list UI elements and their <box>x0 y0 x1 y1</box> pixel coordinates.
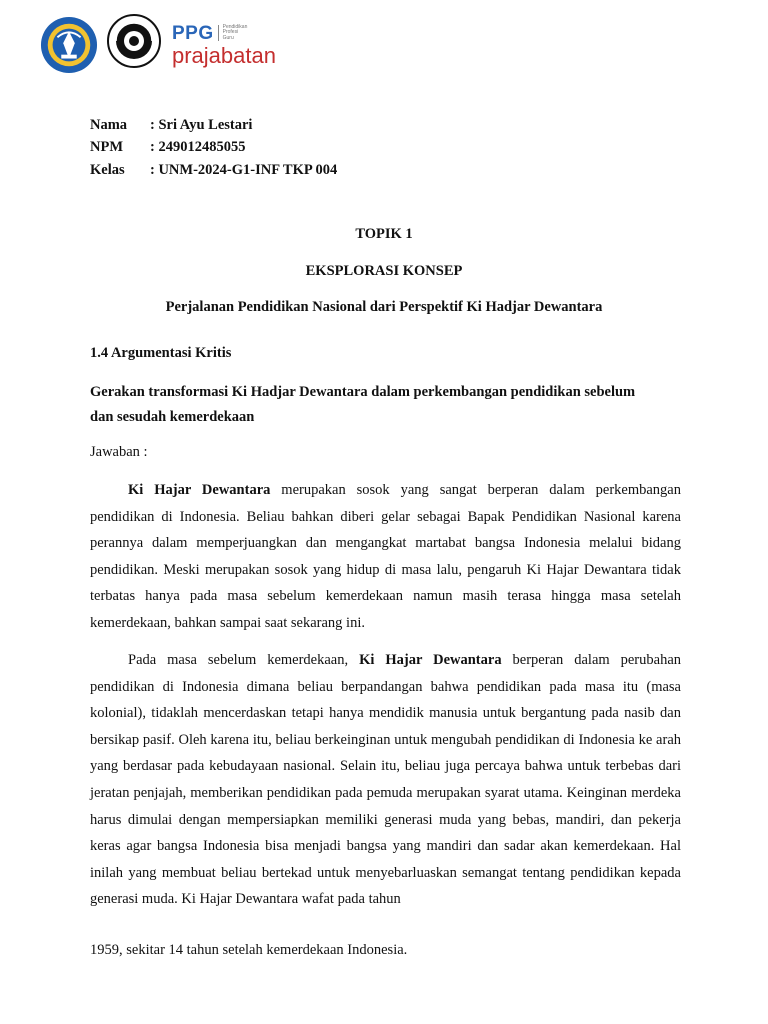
class-value: : UNM-2024-G1-INF TKP 004 <box>150 161 338 178</box>
answer-label: Jawaban : <box>90 444 148 460</box>
exploration-heading: EKSPLORASI KONSEP <box>305 263 463 279</box>
identity-npm-row <box>90 137 337 160</box>
p2-lead: Pada masa sebelum kemerdekaan, <box>128 652 360 668</box>
p1-bold-name: Ki Hajar Dewantara <box>128 482 271 498</box>
ppg-subtitle: Pendidikan Profesi Guru <box>222 23 248 41</box>
subtitle-heading: Perjalanan Pendidikan Nasional dari Perspektif Ki Hadjar Dewantara <box>165 299 603 315</box>
ppg-brand-block <box>172 24 276 67</box>
ppg-title: PPG <box>172 22 214 44</box>
p2-bold-name: Ki Hajar Dewantara <box>359 652 502 668</box>
npm-label: NPM <box>90 139 124 156</box>
header-logos <box>40 10 276 80</box>
name-label: Nama <box>90 116 128 133</box>
p2-body: berperan dalam perubahan pendidikan di Indonesia dimana beliau berpandangan bahwa pendidikan pada masa itu (masa kolonial), tidaklah mencerdaskan tetapi hanya mendidik manusia untuk bergantung pada nasib dan bersikap pasif. Oleh karena itu, beliau berkeinginan untuk mengubah pendidikan di Indonesia ke arah yang berdasar pada kebudayaan nasional. Selain itu, beliau juga percaya bahwa untuk terbebas dari jeratan penjajah, memberikan pendidikan pada pemuda merupakan syarat utama. Keinginan merdeka harus dimulai dengan mempersiapkan memiliki generasi muda yang bebas, mandiri, dan pekerja keras agar bangsa Indonesia bisa menjadi bangsa yang mandiri dan sadar akan kemerdekaan. Hal inilah yang membuat beliau bertekad untuk menyebarluaskan semangat tentang pendidikan kepada generasi muda. Ki Hajar Dewantara wafat pada tahun <box>90 652 682 908</box>
ppg-separator <box>218 25 219 41</box>
answer-paragraph-2 <box>90 647 681 913</box>
answer-last-line: 1959, sekitar 14 tahun setelah kemerdekaan Indonesia. <box>90 942 408 958</box>
section-title: 1.4 Argumentasi Kritis <box>90 345 232 361</box>
npm-value: : 249012485055 <box>150 139 246 156</box>
name-value: : Sri Ayu Lestari <box>150 116 253 133</box>
p1-body: merupakan sosok yang sangat berperan dalam perkembangan pendidikan di Indonesia. Beliau bahkan diberi gelar sebagai Bapak Pendidikan Nasional karena perannya dalam memperjuangkan dan mengangkat martabat bangsa Indonesia melalui bidang pendidikan. Meski merupakan sosok yang hidup di masa lalu, pengaruh Ki Hajar Dewantara tidak terbatas hanya pada masa sebelum kemerdekaan namun masih terasa hingga masa setelah kemerdekaan, bahkan sampai saat sekarang ini. <box>90 482 681 631</box>
ppg-brand-wordmark: prajabatan <box>172 42 276 68</box>
kemendikbud-logo <box>40 16 98 74</box>
identity-class-row <box>90 159 337 182</box>
class-label: Kelas <box>90 161 125 178</box>
unm-seal-logo <box>104 13 164 77</box>
topic-heading: TOPIK 1 <box>355 226 413 242</box>
identity-name-row <box>90 114 337 137</box>
answer-paragraph-1 <box>90 477 681 637</box>
identity-block <box>90 114 337 182</box>
section-question: Gerakan transformasi Ki Hadjar Dewantara dalam perkembangan pendidikan sebelum dan sesudah kemerdekaan <box>90 384 636 425</box>
